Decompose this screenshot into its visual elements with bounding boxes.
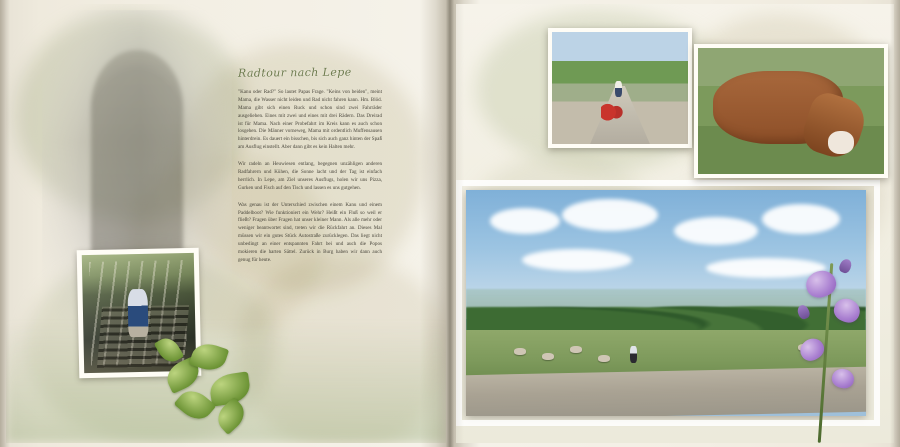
bike-path-photo <box>548 28 692 148</box>
cyclist-figure <box>615 81 622 97</box>
cyclist-figure <box>630 346 637 363</box>
child-figure <box>127 289 148 337</box>
cow-figure <box>570 346 582 353</box>
page-title: Radtour nach Lepe <box>237 65 352 80</box>
right-page <box>456 4 894 443</box>
cloud-shape <box>762 204 840 234</box>
page-edge-right <box>890 0 900 447</box>
bicycle-figure <box>601 99 623 121</box>
cloud-shape <box>562 199 658 231</box>
cloud-shape <box>674 217 758 245</box>
cow-figure <box>514 348 526 355</box>
left-page <box>6 4 446 443</box>
bellflower-icon <box>831 295 864 326</box>
cow-figure <box>598 355 610 362</box>
bellflower-icon <box>803 267 840 301</box>
bellflower-icon <box>830 367 855 390</box>
flower-bud-icon <box>838 257 854 274</box>
cow-figure <box>542 353 554 360</box>
brown-cow-photo-image <box>698 48 884 174</box>
story-paragraph: Was genau ist der Unterschied zwischen einem Kanu und einem Paddelboot? Wie funktioniert ein Wehr? Heißt ein Fluß so weil er fließt? Fragen über Fragen hat unser kleiner Mann. Als alle mehr oder weniger beantwortet sind, treten wir die Rückfahrt an. Dieses Mal müssen wir ein gutes Stück Autostraße zurücklegen. Das liegt nicht unbedingt an einer entspannten Fahrt bei und auch die Popos mokieren die harten Sättel. Zurück in Burg haben wir dann auch genug für heute. <box>238 201 382 263</box>
brown-cow-photo <box>694 44 888 178</box>
story-paragraph: Wir radeln an Heuwiesen entlang, begegnen unzähligen anderen Radfahrern und Kühen, die Sonne lacht und der Tag ist einfach herrlich. In Lepe, am Ziel unseres Ausflugs, holen wir uns Pizza, Gurken und Fisch auf den Tisch und lassen es uns gutgehen. <box>238 161 382 191</box>
page-edge-left <box>0 0 10 447</box>
hop-leaves-cluster <box>156 334 276 443</box>
story-text-column <box>238 66 382 274</box>
story-paragraph: "Kanu oder Rad?" So lautet Papas Frage. "Keins von beiden", meint Mama, die Wasser nicht leiden und Rad nicht fahren kann. Hm. Blöd. Mama gibt sich einen Ruck und schon sind zwei Fahrräder ausgeliehen. Eines mit zwei und eines mit drei Rädern. Das Dreirad ist für Mama. Nach einer Probefahrt im Kreis kann es auch schon losgehen. Die Männer vorneweg, Mama mit ordentlich Muffensausen hinterdrein. Es dauert ein bisschen, bis sich auch ganz hinten der Spaß am Ausflug einstellt. Aber dann gibt es kein Halten mehr. <box>238 89 382 151</box>
bellflower-cluster <box>770 243 890 443</box>
flower-bud-icon <box>796 303 811 320</box>
cloud-shape <box>490 208 560 234</box>
bike-path-photo-image <box>552 32 688 144</box>
cow-muzzle <box>828 131 854 154</box>
cloud-shape <box>522 249 632 271</box>
